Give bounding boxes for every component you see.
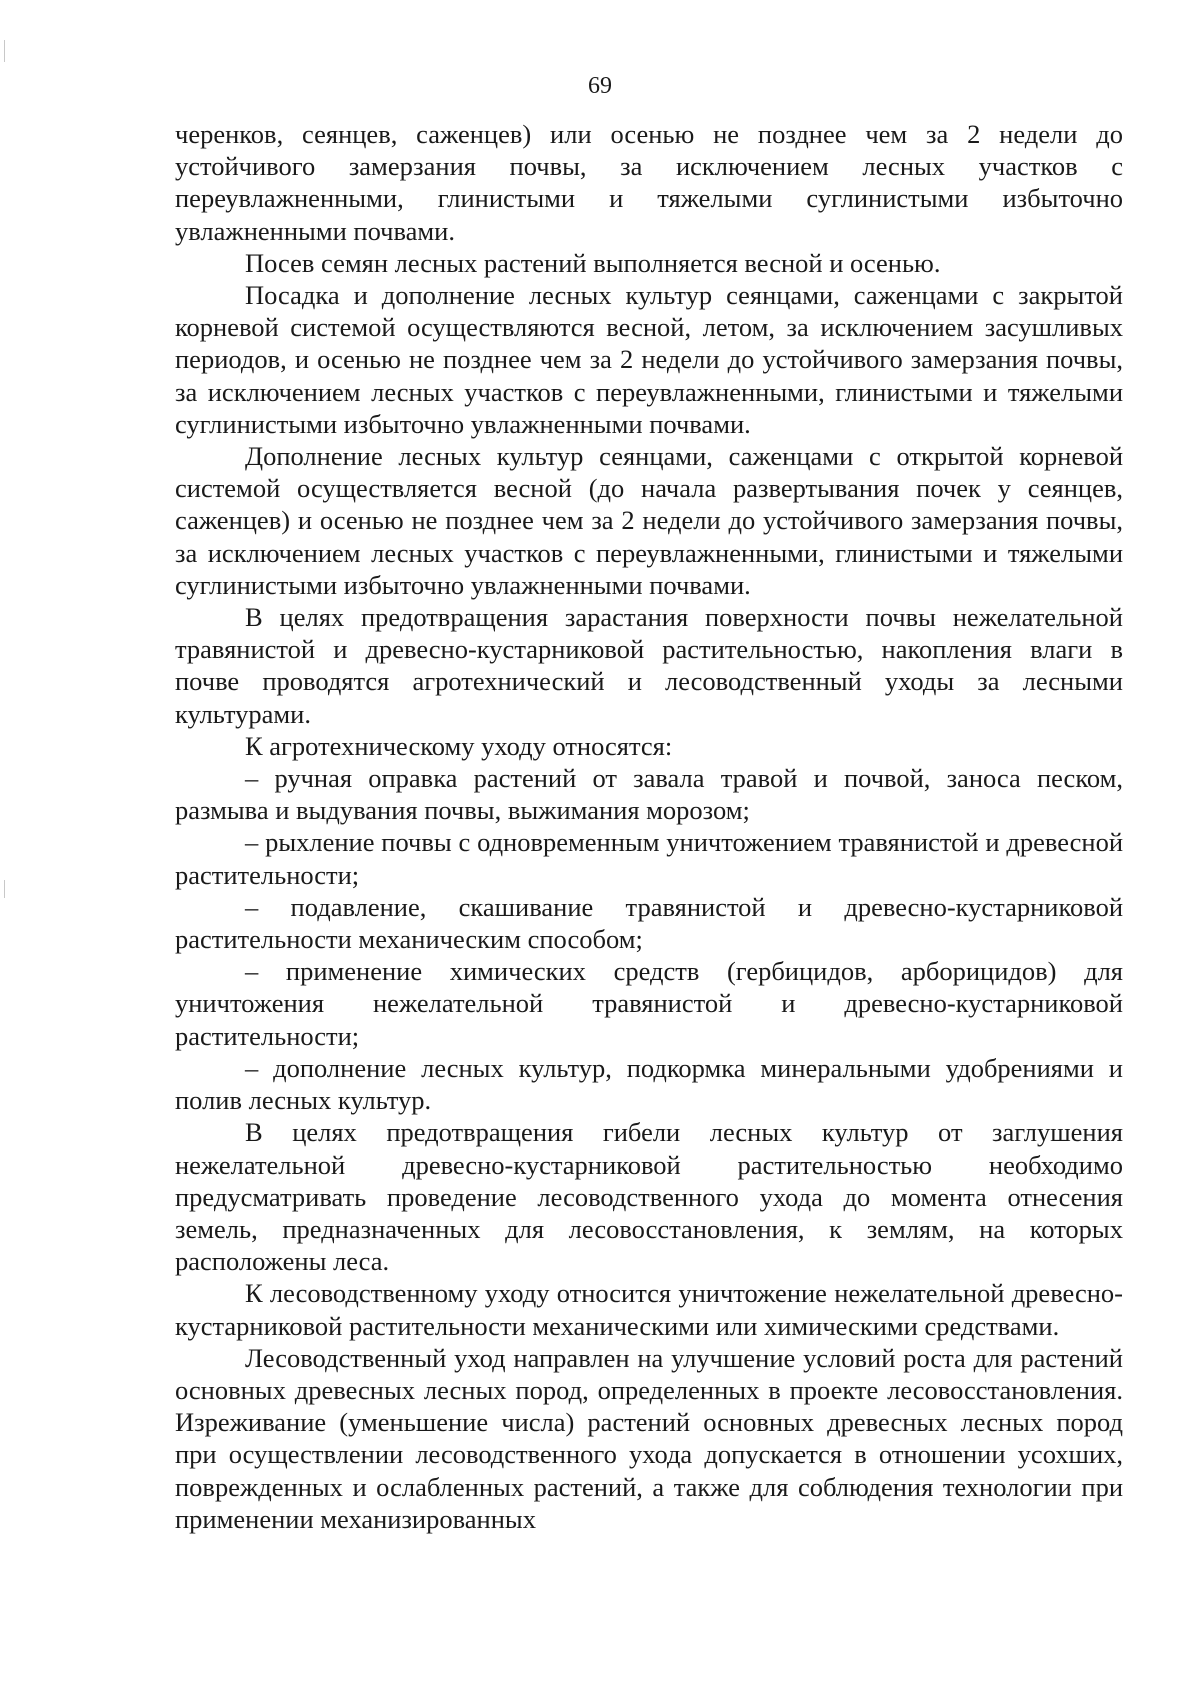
paragraph: К лесоводственному уходу относится уничтожение нежелательной древесно-кустарниковой растительности механическими или химическими средствами. [175, 1278, 1123, 1341]
scan-edge-mark [4, 880, 5, 898]
paragraph: Посев семян лесных растений выполняется весной и осенью. [245, 247, 941, 278]
paragraph: В целях предотвращения зарастания поверхности почвы нежелательной травянистой и древесно-кустарниковой растительностью, накопления влаги в почве проводятся агротехнический и лесоводственный уходы за лесными культурами. [175, 602, 1123, 729]
page-number: 69 [588, 73, 612, 99]
list-item: – применение химических средств (гербицидов, арборицидов) для уничтожения нежелательной травянистой и древесно-кустарниковой растительности; [175, 956, 1123, 1051]
list-intro: К агротехническому уходу относятся: [245, 730, 673, 761]
paragraph: Лесоводственный уход направлен на улучшение условий роста для растений основных древесных лесных пород, определенных в проекте лесовосстановления. Изреживание (уменьшение числа) растений основных древесных лесных пород при осуществлении лесоводственного ухода допускается в отношении усохших, поврежденных и ослабленных растений, а также для соблюдения технологии при применении механизированных [175, 1342, 1123, 1534]
scan-edge-mark [4, 40, 5, 62]
list-item: – рыхление почвы с одновременным уничтожением травянистой и древесной растительности; [175, 827, 1123, 890]
list-item: – ручная оправка растений от завала травой и почвой, заноса песком, размыва и выдувания почвы, выжимания морозом; [175, 763, 1123, 826]
paragraph: Дополнение лесных культур сеянцами, саженцами с открытой корневой системой осуществляется весной (до начала развертывания почек у сеянцев, саженцев) и осенью не позднее чем за 2 недели до устойчивого замерзания почвы, за исключением лесных участков с переувлажненными, глинистыми и тяжелыми суглинистыми избыточно увлажненными почвами. [175, 441, 1123, 600]
paragraph: В целях предотвращения гибели лесных культур от заглушения нежелательной древесно-кустарниковой растительностью необходимо предусматривать проведение лесоводственного ухода до момента отнесения земель, предназначенных для лесовосстановления, к землям, на которых расположены леса. [175, 1117, 1123, 1277]
list-item: – дополнение лесных культур, подкормка минеральными удобрениями и полив лесных культур. [175, 1052, 1123, 1116]
paragraph-continuation: черенков, сеянцев, саженцев) или осенью не позднее чем за 2 недели до устойчивого замерзания почвы, за исключением лесных участков с переувлажненными, глинистыми и тяжелыми суглинистыми избыточно увлажненными почвами. [175, 119, 1123, 246]
list-item: – подавление, скашивание травянистой и древесно-кустарниковой растительности механическим способом; [175, 891, 1123, 955]
paragraph: Посадка и дополнение лесных культур сеянцами, саженцами с закрытой корневой системой осуществляются весной, летом, за исключением засушливых периодов, и осенью не позднее чем за 2 недели до устойчивого замерзания почвы, за исключением лесных участков с переувлажненными, глинистыми и тяжелыми суглинистыми избыточно увлажненными почвами. [175, 280, 1123, 439]
document-body [175, 118, 1123, 1535]
